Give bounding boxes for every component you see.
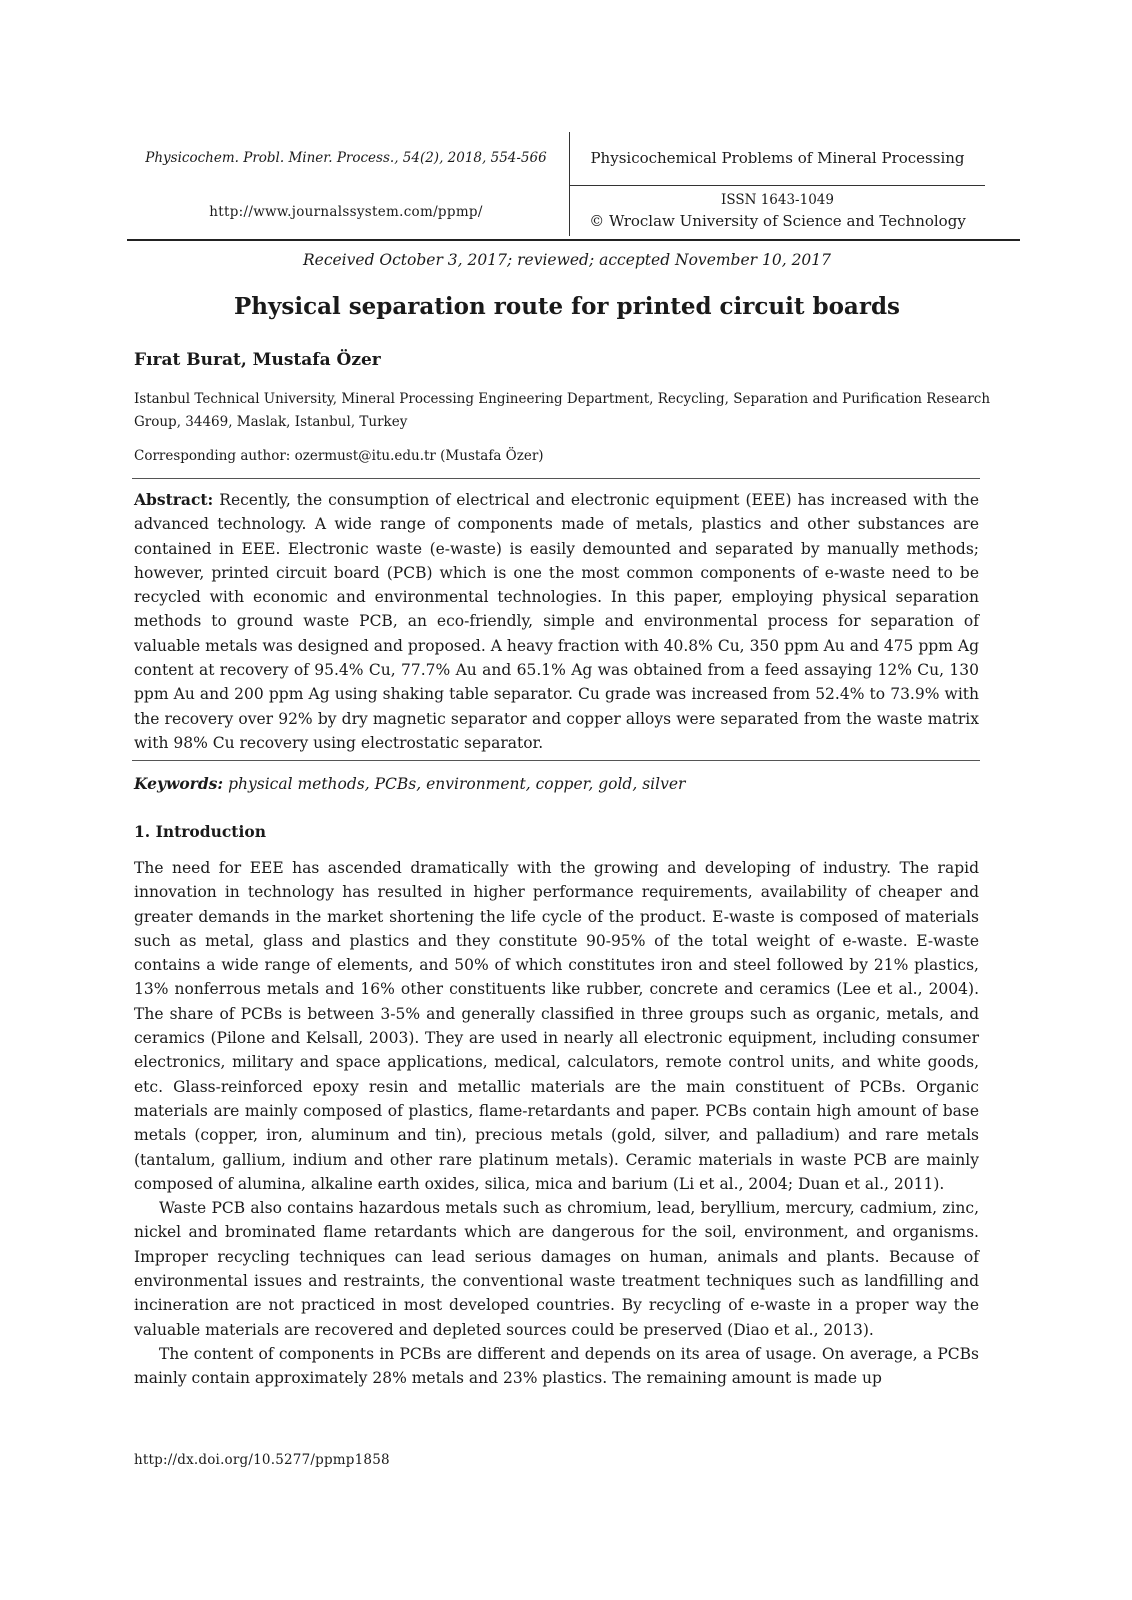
journal-header	[127, 132, 1007, 240]
journal-name: Physicochemical Problems of Mineral Processing	[590, 149, 965, 167]
doi-link[interactable]: http://dx.doi.org/10.5277/ppmp1858	[134, 1452, 390, 1468]
keywords-label: Keywords:	[134, 774, 224, 793]
journal-copyright: © Wroclaw University of Science and Technology	[589, 212, 966, 230]
header-divider-horizontal	[570, 185, 985, 186]
paper-title: Physical separation route for printed circuit boards	[234, 293, 900, 320]
header-left	[127, 132, 565, 238]
journal-issn: ISSN 1643-1049	[721, 192, 834, 208]
paragraph: The content of components in PCBs are different and depends on its area of usage. On average, a PCBs mainly contain approximately 28% metals and 23% plastics. The remaining amount is made up	[134, 1344, 979, 1388]
abstract-top-rule	[132, 478, 980, 479]
body-text	[134, 856, 979, 1391]
keywords-text: physical methods, PCBs, environment, copper, gold, silver	[228, 775, 686, 793]
header-rule	[127, 239, 1020, 241]
abstract-bottom-rule	[132, 760, 980, 761]
section-heading-introduction: 1. Introduction	[134, 822, 266, 841]
abstract-label: Abstract:	[134, 490, 214, 509]
journal-url[interactable]: http://www.journalssystem.com/ppmp/	[209, 204, 483, 220]
paragraph: The need for EEE has ascended dramatically with the growing and developing of industry. The rapid innovation in technology has resulted in higher performance requirements, availability of cheaper and greater demands in the market shortening the life cycle of the product. E-waste is composed of materials such as metal, glass and plastics and they constitute 90-95% of the total weight of e-waste. E-waste contains a wide range of elements, and 50% of which constitutes iron and steel followed by 21% plastics, 13% nonferrous metals and 16% other constituents like rubber, concrete and ceramics (Lee et al., 2004). The share of PCBs is between 3-5% and generally classified in three groups such as organic, metals, and ceramics (Pilone and Kelsall, 2003). They are used in nearly all electronic equipment, including consumer electronics, military and space applications, medical, calculators, remote control units, and white goods, etc. Glass-reinforced epoxy resin and metallic materials are the main constituent of PCBs. Organic materials are mainly composed of plastics, flame-retardants and paper. PCBs contain high amount of base metals (copper, iron, aluminum and tin), precious metals (gold, silver, and palladium) and rare metals (tantalum, gallium, indium and other rare platinum metals). Ceramic materials in waste PCB are mainly composed of alumina, alkaline earth oxides, silica, mica and barium (Li et al., 2004; Duan et al., 2011).	[134, 859, 979, 1193]
received-dates: Received October 3, 2017; reviewed; accepted November 10, 2017	[302, 251, 832, 269]
paper-authors: Fırat Burat, Mustafa Özer	[134, 350, 381, 370]
abstract-text: Recently, the consumption of electrical and electronic equipment (EEE) has increased with the advanced technology. A wide range of components made of metals, plastics and other substances are contained in EEE. Electronic waste (e-waste) is easily demounted and separated by manually methods; however, printed circuit board (PCB) which is one the most common components of e-waste need to be recycled with economic and environmental technologies. In this paper, employing physical separation methods to ground waste PCB, an eco-friendly, simple and environmental process for separation of valuable metals was designed and proposed. A heavy fraction with 40.8% Cu, 350 ppm Au and 475 ppm Ag content at recovery of 95.4% Cu, 77.7% Au and 65.1% Ag was obtained from a feed assaying 12% Cu, 130 ppm Au and 200 ppm Ag using shaking table separator. Cu grade was increased from 52.4% to 73.9% with the recovery over 92% by dry magnetic separator and copper alloys were separated from the waste matrix with 98% Cu recovery using electrostatic separator.	[134, 491, 979, 752]
keywords	[134, 774, 685, 793]
paragraph: Waste PCB also contains hazardous metals such as chromium, lead, beryllium, mercury, cadmium, zinc, nickel and brominated flame retardants which are dangerous for the soil, environment, and organisms. Improper recycling techniques can lead serious damages on human, animals and plants. Because of environmental issues and restraints, the conventional waste treatment techniques such as landfilling and incineration are not practiced in most developed countries. By recycling of e-waste in a proper way the valuable materials are recovered and depleted sources could be preserved (Diao et al., 2013).	[134, 1199, 979, 1339]
corresponding-author: Corresponding author: ozermust@itu.edu.tr (Mustafa Özer)	[134, 448, 544, 464]
author-affiliation: Istanbul Technical University, Mineral Processing Engineering Department, Recycling, Separation and Purification Research Group, 34469, Maslak, Istanbul, Turkey	[134, 391, 991, 430]
abstract	[134, 488, 979, 755]
journal-citation: Physicochem. Probl. Miner. Process., 54(2), 2018, 554-566	[145, 150, 547, 166]
